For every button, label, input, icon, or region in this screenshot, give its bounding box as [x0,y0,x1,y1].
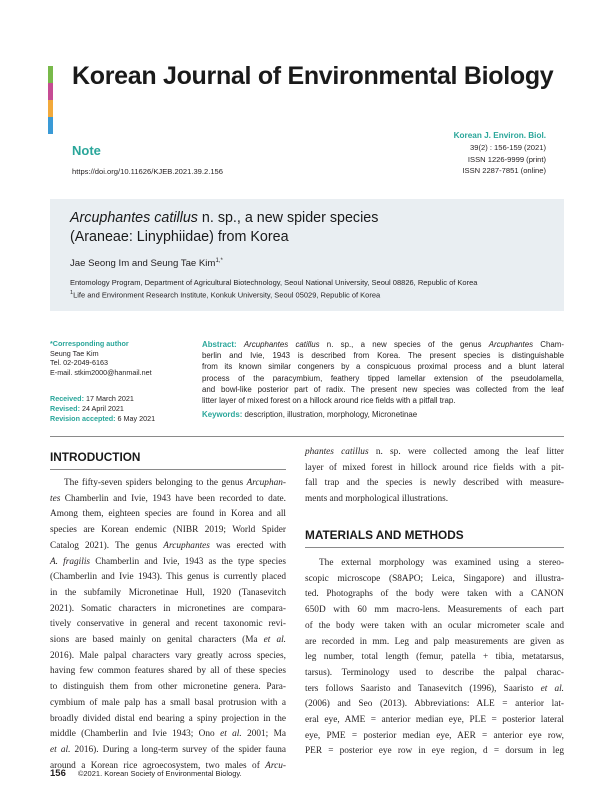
text-line [305,666,564,682]
text-segment: tively conservative in general and recent taxonomic revi- [50,619,286,630]
text-line [305,713,564,729]
affiliation-1: Entomology Program, Department of Agricultural Biotechnology, Seoul National University, Seoul 08826, Republic of Korea [70,278,478,287]
text-segment: Among them, eighteen species are found in Korea and all [50,509,286,520]
received-label: Received: [50,394,84,403]
text-segment: around a Korean rice agroecosystem, two males of [50,760,266,771]
text-segment: The external morphology was examined using a stereo- [319,558,564,568]
text-segment: 2016). During a long-term survey of the spider fauna [70,744,287,755]
abstract-line: from its known similar congeners by a conspicuous proximal process and a blunt lateral [202,362,564,372]
text-segment: 2001; Ma [241,729,287,740]
volume: 39(2) : 156-159 (2021) [470,143,546,153]
text-line [50,649,286,665]
text-line [50,523,286,539]
text-segment: ters follows Saaristo and Tanasevitch (1996), Saaristo [305,683,541,694]
journal-title: Korean Journal of Environmental Biology [72,62,554,90]
title-rest: n. sp., a new spider species [197,210,379,226]
abstract-text: n. sp., a new species of the genus [319,340,489,349]
abstract-line: berlin and Ivie, 1943 is described from Korea. The present species is distinguishable [202,351,564,361]
abstract-species: Arcuphantes catillus [243,340,320,349]
text-line [305,461,564,477]
journal-abbr: Korean J. Environ. Biol. [453,131,546,140]
text-line [305,603,564,619]
text-segment: cymbium of male palp has a small basal protrusion with a [50,697,286,708]
text-segment: in the subfamily Micronetinae Hull, 1920 (Tanasevitch [50,587,286,598]
abstract-label: Abstract: [202,340,237,349]
italic-text: et al. [220,729,242,740]
copyright: ©2021. Korean Society of Environmental Biology. [77,769,242,778]
text-line [305,476,564,492]
text-line [50,696,286,712]
aff-sup: 1 [70,290,74,297]
italic-text: et al. [263,635,286,646]
text-line [305,744,564,760]
text-line [50,743,286,759]
text-segment: The fifty-seven spiders belonging to the genus [64,478,247,488]
methods-heading: MATERIALS AND METHODS [305,528,464,542]
italic-text: tes [50,493,61,504]
text-line [50,617,286,633]
dates [50,394,155,423]
text-segment: to distinguish them from other micronetine genera. Para- [50,682,286,693]
methods-text [305,556,564,760]
abstract-line: and bowl-like posterior part of radix. The present new species was collected from the leaf [202,384,564,394]
text-segment: scopic microscope (S8APO; Leica, Singapore) and illustra- [305,573,564,584]
received-date: 17 March 2021 [83,394,134,403]
text-line [50,633,286,649]
corresponding-author [50,339,152,377]
text-line [305,650,564,666]
italic-text: A. fragilis [50,556,91,567]
italic-text: phantes catillus [305,447,369,457]
author-names: Jae Seong Im and Seung Tae Kim [70,258,216,270]
text-segment: layer of mixed forest in hillock around rice fields with a pit- [305,462,564,473]
italic-text: Arcuphan- [246,478,286,488]
divider [305,547,564,548]
text-segment: PER = posterior eye row in eye region, d = dorsum in leg [305,746,564,757]
abstract-line: process of the paracymbium, feathery tipped lamellar extension of the pseudolamella, [202,373,564,383]
italic-text: Arcu- [265,760,286,771]
text-line [50,586,286,602]
introduction-heading: INTRODUCTION [50,450,141,464]
text-line [50,680,286,696]
text-segment: (Chamberlin and Ivie 1943). This genus is currently placed [50,572,286,583]
introduction-continued [305,445,564,508]
text-line [50,727,286,743]
text-segment: sions are based mainly on genital characters (Ma [50,635,264,646]
italic-text: et al. [540,683,564,694]
text-line [305,572,564,588]
keywords-list: description, illustration, morphology, Micronetinae [242,410,418,419]
text-segment: species are Korean endemic (NIBR 2019; World Spider [50,525,286,536]
text-line [50,664,286,680]
article-title [70,209,378,246]
text-segment: leg number, total length (femur, patella + tibia, metatarsus, [305,652,564,663]
text-line [50,492,286,508]
text-segment: 650D with 60 mm macro-lens. Measurements of each part [305,605,564,616]
text-line [305,587,564,603]
text-line [305,556,564,572]
text-line [50,539,286,555]
footer [50,768,242,779]
text-segment: Catalog 2021). The genus [50,540,164,551]
text-line [50,570,286,586]
text-line [305,445,564,461]
text-line [50,555,286,571]
text-line [305,682,564,698]
affiliations [70,277,477,301]
text-segment: are recorded in mm. Leg and palp measurements are given as [305,636,564,647]
text-segment: broadly divided distal end bearing a spiny projection in the [50,713,286,724]
keywords-label: Keywords: [202,410,243,419]
text-segment: n. sp. were collected among the leaf litter [368,447,564,457]
title-line2: (Araneae: Linyphiidae) from Korea [70,228,289,245]
text-segment: Chamberlin and Ivie, 1943 as the type species [90,556,286,567]
text-segment: 2016). Male palpal characters vary greatly across species, [50,650,286,661]
italic-text: et al. [50,744,71,755]
text-segment: was erected with [209,540,287,551]
accepted-label: Revision accepted: [50,413,116,423]
text-segment: ted. Photographs of the body were taken with a CANON [305,589,564,600]
text-segment: eye, PME = posterior median eye, AER = anterior eye row, [305,730,564,741]
text-line [50,507,286,523]
text-line [305,635,564,651]
affiliation-2-text: Life and Environment Research Institute, Konkuk University, Seoul 05029, Republic of Korea [73,290,381,300]
strip-orange [48,100,53,117]
corr-name: Seung Tae Kim [50,348,99,358]
text-segment: having few common features shared by all of these species [50,666,286,677]
text-segment: ments and morphological illustrations. [305,494,449,505]
text-segment: eral eye, AME = anterior median eye, PLE = posterior lateral [305,715,564,726]
title-species: Arcuphantes catillus [70,210,198,226]
divider [50,469,286,470]
doi-link[interactable]: https://doi.org/10.11626/KJEB.2021.39.2.156 [72,167,224,176]
text-line [305,492,564,508]
affiliation-2 [70,288,477,301]
text-line [305,619,564,635]
divider [50,436,564,437]
text-segment: tarsus). Terminology used to describe the palpal charac- [305,667,564,678]
italic-text: Arcuphantes [163,540,210,551]
strip-magenta [48,83,53,100]
abstract-text: Cham- [533,340,564,349]
text-segment: middle (Chamberlin and Ivie 1943; Ono [50,729,221,740]
introduction-text [50,476,286,774]
text-line [50,476,286,492]
text-segment: fall trap and the species is newly described with measure- [305,478,564,489]
revised-date: 24 April 2021 [79,403,124,413]
accepted-date: 6 May 2021 [115,413,156,423]
strip-green [48,66,53,83]
text-segment: (2006) and Seo (2013). Abbreviations: ALE = anterior lat- [305,699,564,710]
journal-meta [454,130,546,177]
text-segment: Chamberlin and Ivie, 1943 have been recorded to date. [60,493,286,504]
text-segment: 2021). Somatic characters in micronetines are compara- [50,603,286,614]
issn-online: ISSN 2287-7851 (online) [462,166,546,176]
text-segment: of the body were taken with an ocular micrometer scale and [305,620,564,631]
author-sup: 1,* [215,258,223,264]
text-line [50,712,286,728]
abstract-genus: Arcuphantes [488,340,534,349]
text-line [50,602,286,618]
corr-label: *Corresponding author [50,339,129,348]
keywords [202,410,417,419]
issn-print: ISSN 1226-9999 (print) [467,154,546,164]
revised-label: Revised: [50,403,80,413]
text-line [305,729,564,745]
abstract [202,339,564,406]
corr-email[interactable]: E-mail. stkim2000@hanmail.net [50,367,152,377]
corr-tel: Tel. 02-2049-6163 [50,358,108,367]
abstract-line: litter layer of mixed forest on a hillock around rice fields with a pitfall trap. [202,396,456,406]
authors [70,258,223,269]
section-label: Note [72,143,101,158]
strip-blue [48,117,53,134]
text-line [305,697,564,713]
page-number: 156 [50,768,66,779]
